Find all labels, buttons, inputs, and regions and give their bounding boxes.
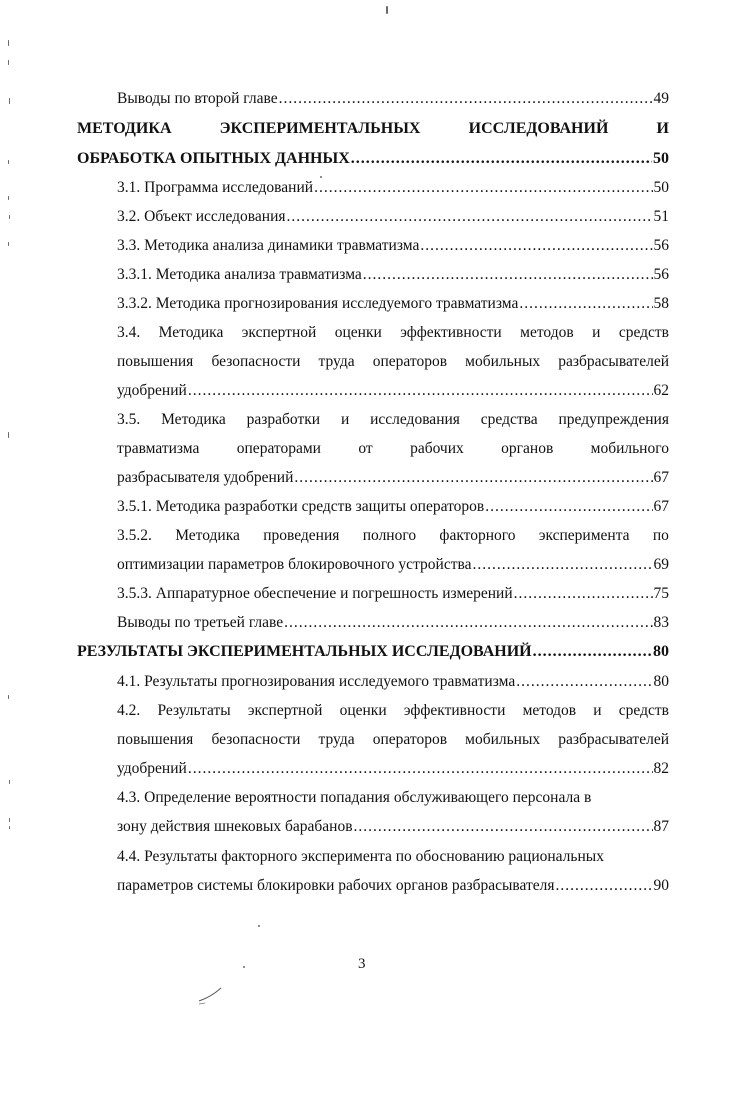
toc-entry-3-4-line-3[interactable] (117, 381, 669, 401)
toc-word: повышения (117, 353, 194, 370)
toc-page-number: 80 (653, 673, 669, 690)
toc-word: эксперимента (538, 527, 630, 544)
toc-word: труда (318, 353, 355, 370)
toc-entry-vyvody-3[interactable] (117, 613, 669, 633)
toc-word: 4.2. (117, 702, 141, 719)
toc-entry-3-2[interactable] (117, 207, 669, 227)
pen-mark (197, 985, 225, 1007)
toc-word: методов (520, 324, 574, 341)
toc-word: операторами (236, 440, 321, 457)
scan-speck (8, 432, 9, 438)
toc-leader-dots (420, 236, 652, 256)
toc-leader-dots (351, 149, 652, 169)
toc-word: средств (618, 324, 669, 341)
toc-word: Результаты (157, 702, 231, 719)
toc-word: полного (362, 527, 417, 544)
toc-entry-title: 3.5.1. Методика разработки средств защиты операторов (117, 498, 485, 515)
toc-entry-4-2-line-1[interactable] (117, 701, 669, 721)
toc-entry-4-3-line-2[interactable] (117, 817, 669, 837)
toc-word: и (592, 324, 601, 341)
toc-entry-4-1[interactable] (117, 672, 669, 692)
toc-page-number: 58 (653, 295, 669, 312)
toc-page-number: 49 (653, 90, 669, 107)
heading-word: ИССЛЕДОВАНИЙ (468, 120, 609, 137)
toc-word: от (358, 440, 373, 457)
toc-word: разбрасывателей (558, 731, 669, 748)
toc-entry-title: 3.3.1. Методика анализа травматизма (117, 266, 362, 283)
toc-leader-dots (516, 672, 652, 692)
toc-entry-3-3-2[interactable] (117, 294, 669, 314)
toc-entry-3-4-line-2[interactable] (117, 352, 669, 372)
toc-entry-title: 4.4. Результаты факторного эксперимента по обоснованию рациональных (117, 848, 604, 865)
toc-page-number: 50 (653, 150, 669, 167)
toc-leader-dots (188, 381, 653, 401)
toc-page-number: 50 (653, 179, 669, 196)
scan-speck (320, 176, 322, 178)
toc-word: факторного (439, 527, 516, 544)
toc-leader-dots (314, 178, 652, 198)
toc-word: и (340, 411, 350, 428)
toc-page-number: 56 (653, 266, 669, 283)
toc-word: мобильных (465, 731, 541, 748)
toc-entry-title: разбрасывателя удобрений (117, 469, 294, 486)
scan-speck (9, 98, 10, 104)
toc-entry-3-3-1[interactable] (117, 265, 669, 285)
toc-word: рабочих (410, 440, 464, 457)
toc-entry-3-3[interactable] (117, 236, 669, 256)
toc-word: экспертной (247, 702, 323, 719)
toc-word: эффективности (400, 324, 502, 341)
toc-word: повышения (117, 731, 194, 748)
heading-word: ЭКСПЕРИМЕНТАЛЬНЫХ (219, 120, 421, 137)
scan-speck (258, 925, 260, 927)
toc-word: 3.4. (117, 324, 141, 341)
toc-word: предупреждения (558, 411, 669, 428)
toc-page-number: 67 (653, 469, 669, 486)
toc-word: труда (318, 731, 355, 748)
toc-entry-title: ОБРАБОТКА ОПЫТНЫХ ДАННЫХ (77, 150, 350, 167)
toc-leader-dots (485, 497, 652, 517)
toc-entry-title: 3.3.2. Методика прогнозирования исследуемого травматизма (117, 295, 519, 312)
toc-entry-title: РЕЗУЛЬТАТЫ ЭКСПЕРИМЕНТАЛЬНЫХ ИССЛЕДОВАНИЙ (77, 643, 532, 660)
scan-speck (8, 242, 9, 246)
toc-entry-title: Выводы по второй главе (117, 90, 278, 107)
scan-speck (8, 160, 9, 164)
toc-page-number: 69 (653, 556, 669, 573)
toc-word: 3.5.2. (117, 527, 152, 544)
toc-page-number: 80 (653, 643, 669, 660)
toc-entry-title: параметров системы блокировки рабочих органов разбрасывателя (117, 877, 555, 894)
scan-speck (9, 826, 10, 829)
heading-word: МЕТОДИКА (77, 120, 172, 137)
toc-word: исследования (370, 411, 460, 428)
toc-word: оценки (334, 324, 382, 341)
toc-entry-3-1[interactable] (117, 178, 669, 198)
toc-word: средства (480, 411, 538, 428)
toc-heading-chapter-4[interactable] (77, 642, 669, 662)
toc-word: 3.5. (117, 411, 141, 428)
toc-word: безопасности (211, 731, 301, 748)
toc-entry-3-5-line-3[interactable] (117, 468, 669, 488)
toc-entry-4-2-line-3[interactable] (117, 759, 669, 779)
toc-leader-dots (188, 759, 653, 779)
toc-word: Методика (161, 411, 226, 428)
toc-word: методов (522, 702, 577, 719)
toc-page-number: 62 (653, 382, 669, 399)
toc-heading-chapter-3-line-1[interactable] (77, 119, 669, 139)
toc-word: безопасности (211, 353, 301, 370)
toc-entry-title: Выводы по третьей главе (117, 614, 284, 631)
toc-word: органов (501, 440, 554, 457)
toc-leader-dots (284, 613, 652, 633)
toc-word: разработки (246, 411, 321, 428)
toc-heading-chapter-3-line-2[interactable] (77, 149, 669, 169)
toc-entry-4-4-line-1[interactable] (117, 847, 669, 867)
toc-entry-3-5-line-1[interactable] (117, 410, 669, 430)
toc-entry-4-2-line-2[interactable] (117, 730, 669, 750)
toc-word: экспертной (241, 324, 317, 341)
toc-word: разбрасывателей (558, 353, 669, 370)
toc-word: проведения (263, 527, 340, 544)
toc-page-number: 56 (653, 237, 669, 254)
toc-entry-3-4-line-1[interactable] (117, 323, 669, 343)
toc-page-number: 87 (653, 818, 669, 835)
toc-leader-dots (472, 555, 652, 575)
toc-leader-dots (519, 294, 652, 314)
toc-entry-title: 4.3. Определение вероятности попадания обслуживающего персонала в (117, 789, 592, 806)
toc-entry-3-5-3[interactable] (117, 584, 669, 604)
toc-word: Методика (158, 324, 224, 341)
toc-word: эффективности (403, 702, 506, 719)
toc-entry-3-5-1[interactable] (117, 497, 669, 517)
toc-entry-title: оптимизации параметров блокировочного устройства (117, 556, 472, 573)
toc-word: операторов (372, 731, 448, 748)
toc-entry-3-5-2-line-2[interactable] (117, 555, 669, 575)
toc-word: операторов (372, 353, 448, 370)
scan-speck (9, 215, 10, 219)
toc-page-number: 67 (653, 498, 669, 515)
toc-entry-title: 3.5.3. Аппаратурное обеспечение и погрешность измерений (117, 585, 513, 602)
toc-leader-dots (533, 642, 652, 662)
toc-entry-title: 3.3. Методика анализа динамики травматизма (117, 237, 420, 254)
scan-speck (8, 196, 9, 200)
toc-word: мобильного (590, 440, 669, 457)
toc-word: мобильных (465, 353, 541, 370)
toc-word: по (652, 527, 669, 544)
toc-page-number: 90 (653, 877, 669, 894)
toc-entry-3-5-line-2[interactable] (117, 439, 669, 459)
toc-leader-dots (363, 265, 653, 285)
toc-word: травматизма (117, 440, 200, 457)
scan-speck (9, 818, 10, 822)
toc-page-number: 82 (653, 760, 669, 777)
scan-speck (386, 6, 388, 14)
toc-entry-title: 3.2. Объект исследования (117, 208, 286, 225)
toc-entry-title: зону действия шнековых барабанов (117, 818, 353, 835)
toc-word: оценки (339, 702, 387, 719)
toc-entry-title: 3.1. Программа исследований (117, 179, 314, 196)
page-number: 3 (358, 956, 366, 972)
heading-word: И (656, 120, 669, 137)
toc-entry-title: удобрений (117, 760, 187, 777)
toc-entry-4-3-line-1[interactable] (117, 788, 669, 808)
toc-entry-3-5-2-line-1[interactable] (117, 526, 669, 546)
scan-speck (8, 60, 9, 65)
toc-entry-title: удобрений (117, 382, 187, 399)
toc-page-number: 51 (653, 208, 669, 225)
scan-speck (8, 695, 9, 699)
toc-entry-title: 4.1. Результаты прогнозирования исследуемого травматизма (117, 673, 516, 690)
toc-word: Методика (175, 527, 240, 544)
toc-leader-dots (514, 584, 653, 604)
scan-speck (9, 780, 10, 784)
toc-entry-vyvody-2[interactable] (117, 89, 669, 109)
toc-entry-4-4-line-2[interactable] (117, 876, 669, 896)
toc-page-number: 83 (653, 614, 669, 631)
toc-word: и (593, 702, 602, 719)
toc-word: средств (618, 702, 669, 719)
scan-speck (243, 966, 245, 968)
toc-leader-dots (294, 468, 652, 488)
toc-leader-dots (287, 207, 653, 227)
toc-leader-dots (279, 89, 653, 109)
toc-leader-dots (556, 876, 653, 896)
toc-page-number: 75 (653, 585, 669, 602)
toc-leader-dots (354, 817, 653, 837)
scan-speck (8, 40, 9, 46)
